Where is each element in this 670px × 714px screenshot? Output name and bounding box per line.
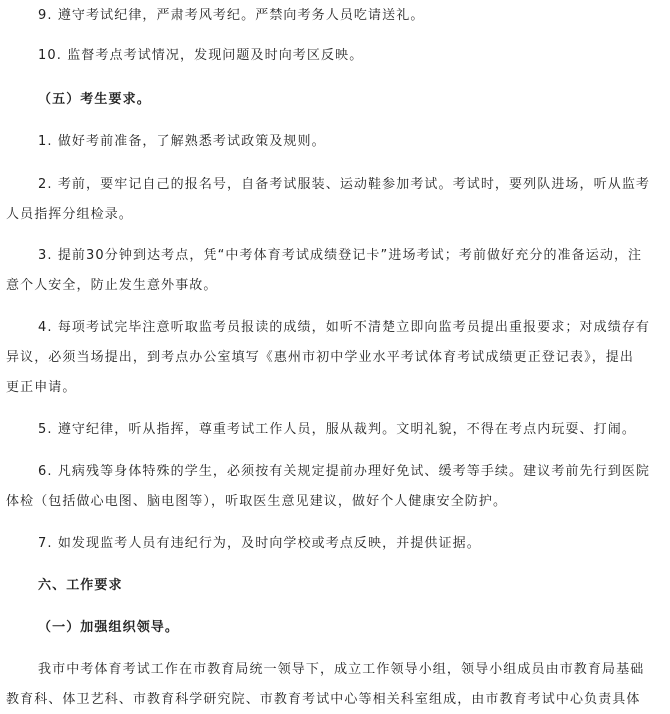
section-heading-candidate-requirements: （五）考生要求。	[38, 92, 151, 107]
section-heading-work-requirements: 六、工作要求	[38, 578, 123, 593]
candidate-rule-7: 7. 如发现监考人员有违纪行为，及时向学校或考点反映，并提供证据。	[38, 536, 481, 551]
candidate-rule-6-line-2: 体检（包括做心电图、脑电图等），听取医生意见建议，做好个人健康安全防护。	[6, 494, 508, 509]
candidate-rule-2-line-1: 2. 考前，要牢记自己的报名号，自备考试服装、运动鞋参加考试。考试时，要列队进场，听从监考	[38, 177, 651, 192]
candidate-rule-4-line-1: 4. 每项考试完毕注意听取监考员报读的成绩，如听不清楚立即向监考员提出重报要求；对成绩存有	[38, 320, 651, 335]
rule-9: 9. 遵守考试纪律，严肃考风考纪。严禁向考务人员吃请送礼。	[38, 8, 425, 23]
candidate-rule-5: 5. 遵守纪律，听从指挥，尊重考试工作人员，服从裁判。文明礼貌，不得在考点内玩耍、打闹。	[38, 422, 636, 437]
subsection-heading-organization: （一）加强组织领导。	[38, 620, 180, 635]
candidate-rule-2-line-2: 人员指挥分组检录。	[6, 207, 133, 222]
organization-paragraph-line-2: 教育科、体卫艺科、市教育科学研究院、市教育考试中心等相关科室组成，由市教育考试中心负责具体	[6, 692, 641, 707]
rule-10: 10. 监督考点考试情况，发现问题及时向考区反映。	[38, 48, 364, 63]
candidate-rule-6-line-1: 6. 凡病残等身体特殊的学生，必须按有关规定提前办理好免试、缓考等手续。建议考前先行到医院	[38, 464, 651, 479]
candidate-rule-3-line-1: 3. 提前30分钟到达考点，凭“中考体育考试成绩登记卡”进场考试；考前做好充分的准备运动，注	[38, 248, 643, 263]
organization-paragraph-line-1: 我市中考体育考试工作在市教育局统一领导下，成立工作领导小组，领导小组成员由市教育局基础	[38, 662, 645, 677]
candidate-rule-4-line-3: 更正申请。	[6, 380, 77, 395]
candidate-rule-3-line-2: 意个人安全，防止发生意外事故。	[6, 278, 218, 293]
candidate-rule-4-line-2: 异议，必须当场提出，到考点办公室填写《惠州市初中学业水平考试体育考试成绩更正登记表》，提出	[6, 350, 635, 365]
candidate-rule-1: 1. 做好考前准备，了解熟悉考试政策及规则。	[38, 134, 326, 149]
